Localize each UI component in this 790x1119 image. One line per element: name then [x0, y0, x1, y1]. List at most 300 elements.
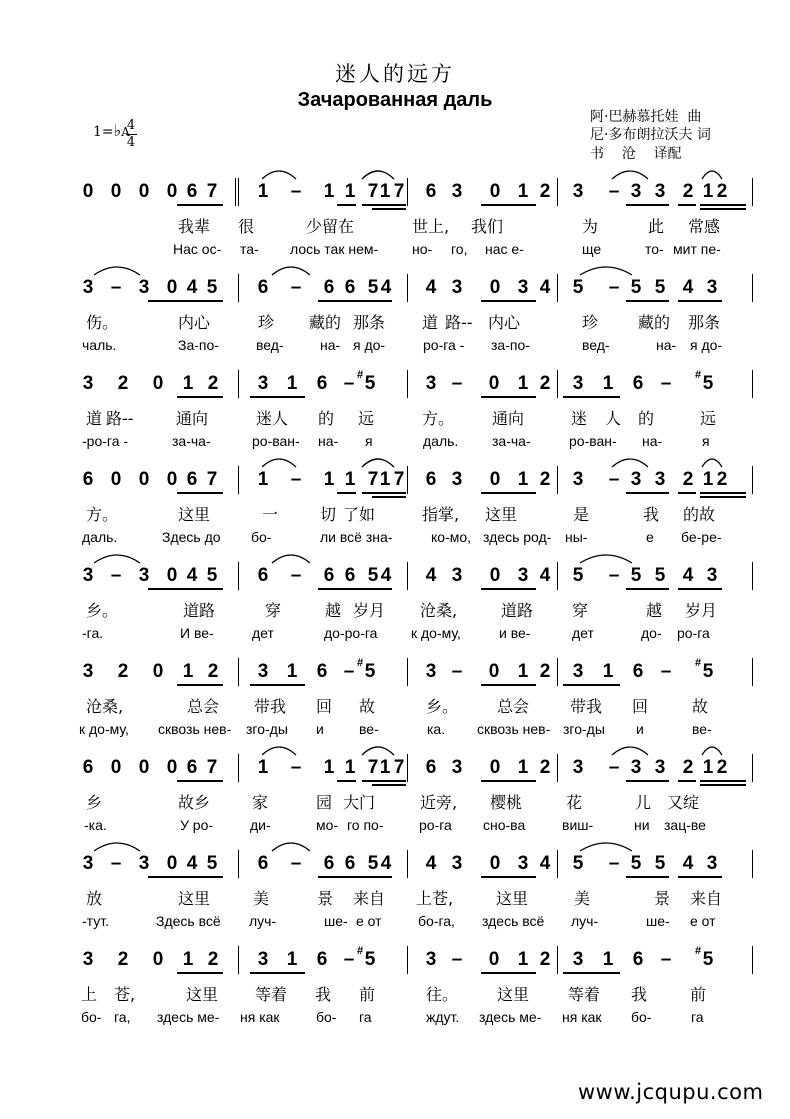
slur: [580, 843, 632, 851]
jianpu-note: 3: [82, 661, 94, 682]
jianpu-note: 0: [138, 181, 150, 202]
lyric-chinese: 通向: [176, 409, 209, 428]
lyric-russian: е от: [356, 913, 382, 929]
lyric-russian: луч-: [249, 913, 277, 929]
jianpu-note: –: [660, 373, 672, 394]
lyric-chinese: 景: [654, 889, 671, 908]
jianpu-note: –: [290, 277, 302, 298]
barline: [557, 370, 558, 398]
lyric-chinese: 等着: [568, 985, 601, 1004]
jianpu-note: 1: [517, 757, 529, 778]
lyric-chinese: 儿: [635, 793, 652, 812]
jianpu-note: –: [290, 565, 302, 586]
jianpu-note: 3: [451, 469, 463, 490]
jianpu-note: 5: [206, 565, 218, 586]
lyric-chinese: 那条: [353, 313, 386, 332]
beam-underline: [700, 780, 746, 782]
beam-underline: [626, 204, 669, 206]
lyric-russian: ли всё зна-: [320, 529, 393, 545]
jianpu-note: 2: [539, 757, 551, 778]
jianpu-note: –: [608, 277, 620, 298]
lyric-chinese: 前: [690, 985, 707, 1004]
lyric-chinese: 穿: [572, 601, 589, 620]
jianpu-note: 1: [323, 181, 335, 202]
slur: [612, 747, 648, 755]
barline: [238, 562, 239, 590]
jianpu-note: 6: [257, 565, 269, 586]
lyric-chinese: 故: [359, 697, 376, 716]
jianpu-note: –: [451, 661, 463, 682]
jianpu-note: 3: [425, 373, 437, 394]
beam-underline-double: [372, 208, 406, 210]
jianpu-note: 4: [539, 853, 551, 874]
jianpu-note: 1: [286, 373, 298, 394]
lyric-chinese: 我辈: [178, 217, 211, 236]
jianpu-note: 4: [539, 565, 551, 586]
lyric-chinese: 远: [700, 409, 717, 428]
jianpu-note: 2: [117, 373, 129, 394]
slur: [272, 267, 310, 275]
jianpu-note: 5: [572, 277, 584, 298]
lyric-russian: виш-: [562, 817, 594, 833]
lyric-russian: сквозь нев-: [477, 721, 551, 737]
jianpu-note: 3: [517, 277, 529, 298]
jianpu-note: 5 #: [698, 950, 718, 970]
slur: [612, 171, 648, 179]
beam-underline: [318, 588, 392, 590]
jianpu-note: 0: [166, 757, 178, 778]
jianpu-note: 6: [323, 565, 335, 586]
lyric-chinese: 珍: [582, 313, 599, 332]
lyric-russian: к до-му,: [411, 625, 461, 641]
barline: [752, 562, 753, 590]
slur: [702, 459, 722, 467]
jianpu-note: 1: [517, 949, 529, 970]
beam-underline: [148, 588, 223, 590]
jianpu-note: 7: [206, 757, 218, 778]
jianpu-note: 3: [630, 469, 642, 490]
jianpu-note: 3: [451, 565, 463, 586]
lyric-russian: но-: [412, 241, 433, 257]
beam-underline: [563, 396, 620, 398]
jianpu-note: –: [608, 853, 620, 874]
jianpu-note: 2: [682, 757, 694, 778]
jianpu-note: 0: [152, 949, 164, 970]
lyric-russian: га: [691, 1009, 704, 1025]
lyric-chinese: 前: [359, 985, 376, 1004]
jianpu-note: 0: [138, 469, 150, 490]
jianpu-note: 4: [682, 853, 694, 874]
beam-underline: [481, 396, 536, 398]
jianpu-note: 7: [367, 757, 379, 778]
lyric-russian: За-по-: [178, 337, 219, 353]
lyric-russian: даль.: [423, 433, 459, 449]
jianpu-note: 5: [654, 853, 666, 874]
jianpu-note: –: [660, 661, 672, 682]
jianpu-note: –: [290, 469, 302, 490]
barline: [238, 466, 239, 494]
lyric-russian: я: [702, 433, 710, 449]
jianpu-note: 1: [344, 181, 356, 202]
lyric-russian: ны-: [565, 529, 588, 545]
slur: [612, 459, 648, 467]
lyric-russian: и: [316, 721, 324, 737]
lyric-chinese: 这里: [178, 889, 211, 908]
lyric-russian: здесь род-: [483, 529, 552, 545]
jianpu-note: –: [110, 277, 122, 298]
jianpu-note: 1: [344, 469, 356, 490]
lyric-russian: здесь всё: [482, 913, 545, 929]
lyric-chinese: 上苍,: [416, 889, 454, 908]
lyric-russian: бо-: [631, 1009, 652, 1025]
jianpu-note: 0: [166, 469, 178, 490]
lyric-russian: чаль.: [82, 337, 117, 353]
barline: [238, 658, 239, 686]
jianpu-note: 6: [257, 277, 269, 298]
lyric-chinese: 内心: [488, 313, 521, 332]
barline: [407, 658, 408, 686]
lyric-russian: то-: [645, 241, 664, 257]
lyric-chinese: 岁月: [685, 601, 718, 620]
jianpu-note: 4: [380, 853, 392, 874]
jianpu-note: 6: [186, 181, 198, 202]
beam-underline: [250, 396, 305, 398]
jianpu-note: 3: [138, 565, 150, 586]
barline: [557, 946, 558, 974]
jianpu-note: 5 #: [360, 662, 380, 682]
barline: [407, 274, 408, 302]
lyric-chinese: 美: [253, 889, 270, 908]
lyric-chinese: 的故: [683, 505, 716, 524]
jianpu-note: 0: [110, 469, 122, 490]
beam-underline: [700, 204, 746, 206]
jianpu-note: 6: [632, 661, 644, 682]
barline: [752, 178, 753, 206]
lyric-chinese: 道路: [183, 601, 216, 620]
barline: [407, 370, 408, 398]
lyric-russian: бе-ре-: [681, 529, 722, 545]
beam-underline-double: [372, 784, 406, 786]
lyric-russian: лось так нем-: [290, 241, 379, 257]
jianpu-note: 3: [451, 853, 463, 874]
barline: [752, 466, 753, 494]
lyric-russian: вед-: [256, 337, 284, 353]
jianpu-note: 1: [702, 469, 714, 490]
jianpu-note: 4: [425, 277, 437, 298]
jianpu-note: 7: [206, 181, 218, 202]
jianpu-note: 0: [110, 181, 122, 202]
beam-underline: [678, 204, 696, 206]
beam-underline: [177, 972, 223, 974]
lyric-chinese: 近旁,: [420, 793, 458, 812]
jianpu-note: 6: [344, 565, 356, 586]
jianpu-note: 4: [186, 277, 198, 298]
beam-underline: [678, 780, 696, 782]
lyric-russian: ни: [634, 817, 650, 833]
lyric-russian: та-: [240, 241, 259, 257]
slur: [272, 843, 310, 851]
lyric-chinese: 乡。: [426, 697, 459, 716]
lyric-russian: ро-га: [677, 625, 710, 641]
jianpu-note: 6: [186, 469, 198, 490]
jianpu-note: 6: [257, 853, 269, 874]
jianpu-note: 5 #: [360, 950, 380, 970]
jianpu-note: 1: [286, 949, 298, 970]
jianpu-note: 1: [379, 181, 391, 202]
beam-underline: [337, 492, 356, 494]
slur: [362, 459, 394, 467]
jianpu-note: 6: [186, 757, 198, 778]
lyric-russian: бо-га,: [418, 913, 455, 929]
slur: [94, 843, 140, 851]
jianpu-note: –: [343, 949, 355, 970]
lyric-chinese: 我: [631, 985, 648, 1004]
jianpu-note: 1: [257, 469, 269, 490]
lyric-russian: -тут.: [82, 913, 109, 929]
beam-underline-double: [372, 496, 406, 498]
jianpu-note: 6: [316, 949, 328, 970]
jianpu-note: 1: [602, 661, 614, 682]
jianpu-note: 7: [393, 757, 405, 778]
jianpu-note: 5: [630, 853, 642, 874]
jianpu-note: 2: [539, 949, 551, 970]
jianpu-note: –: [290, 853, 302, 874]
jianpu-note: 2: [716, 469, 728, 490]
jianpu-note: 1: [602, 373, 614, 394]
lyric-russian: луч-: [571, 913, 599, 929]
lyric-chinese: 珍: [258, 313, 275, 332]
lyric-russian: и: [636, 721, 644, 737]
lyric-chinese: 往。: [426, 985, 459, 1004]
lyric-chinese: 这里: [485, 505, 518, 524]
lyric-russian: зго-ды: [246, 721, 288, 737]
jianpu-note: 1: [517, 469, 529, 490]
lyric-chinese: 方。: [86, 505, 119, 524]
jianpu-note: 5 #: [698, 662, 718, 682]
jianpu-note: 5: [630, 565, 642, 586]
jianpu-note: 5: [367, 853, 379, 874]
lyric-russian: я до-: [690, 337, 723, 353]
lyric-russian: мит пе-: [673, 241, 721, 257]
lyric-chinese: 沧桑,: [420, 601, 458, 620]
jianpu-note: 1: [517, 661, 529, 682]
jianpu-note: 3: [82, 373, 94, 394]
lyric-chinese: 我们: [471, 217, 504, 236]
beam-underline: [481, 876, 536, 878]
lyric-chinese: 放: [86, 889, 103, 908]
lyric-chinese: 这里: [497, 985, 530, 1004]
beam-underline: [626, 588, 669, 590]
jianpu-note: 0: [152, 373, 164, 394]
key-label: 1=: [93, 124, 114, 140]
jianpu-note: 1: [257, 757, 269, 778]
barline: [238, 178, 239, 206]
lyric-russian: на-: [642, 433, 663, 449]
jianpu-note: –: [608, 757, 620, 778]
beam-underline-double: [700, 784, 746, 786]
lyric-chinese: 景: [317, 889, 334, 908]
beam-underline: [318, 300, 392, 302]
jianpu-note: 3: [654, 757, 666, 778]
jianpu-note: 0: [166, 277, 178, 298]
barline: [557, 562, 558, 590]
lyric-chinese: 总会: [497, 697, 530, 716]
jianpu-note: 2: [117, 949, 129, 970]
jianpu-note: 3: [572, 373, 584, 394]
lyric-russian: здесь ме-: [479, 1009, 542, 1025]
lyric-russian: дет: [252, 625, 274, 641]
lyric-chinese: 道: [422, 313, 439, 332]
jianpu-note: 3: [630, 757, 642, 778]
lyric-chinese: 那条: [688, 313, 721, 332]
jianpu-note: 0: [488, 949, 500, 970]
jianpu-note: –: [110, 565, 122, 586]
lyric-russian: за-ча-: [492, 433, 531, 449]
beam-underline: [626, 876, 669, 878]
lyric-russian: И ве-: [180, 625, 214, 641]
lyric-russian: У ро-: [180, 817, 214, 833]
jianpu-note: 3: [706, 277, 718, 298]
lyric-chinese: 我: [315, 985, 332, 1004]
lyric-chinese: 穿: [265, 601, 282, 620]
jianpu-note: 6: [425, 181, 437, 202]
barline: [407, 562, 408, 590]
lyric-russian: здесь ме-: [157, 1009, 220, 1025]
barline: [557, 466, 558, 494]
lyric-chinese: 樱桃: [490, 793, 523, 812]
lyric-russian: Здесь до: [162, 529, 221, 545]
jianpu-note: 5 #: [698, 374, 718, 394]
jianpu-note: 3: [572, 181, 584, 202]
barline: [407, 754, 408, 782]
jianpu-note: 5: [572, 853, 584, 874]
jianpu-note: 2: [682, 469, 694, 490]
jianpu-note: 3: [630, 181, 642, 202]
barline: [238, 946, 239, 974]
jianpu-note: 7: [367, 181, 379, 202]
jianpu-note: 4: [425, 565, 437, 586]
beam-underline: [563, 972, 620, 974]
jianpu-note: 0: [152, 661, 164, 682]
jianpu-note: 1: [517, 373, 529, 394]
jianpu-note: 6: [82, 757, 94, 778]
lyric-chinese: 回: [632, 697, 649, 716]
lyric-chinese: 我: [643, 505, 660, 524]
barline: [557, 850, 558, 878]
lyric-chinese: 藏的: [309, 313, 342, 332]
jianpu-note: 4: [425, 853, 437, 874]
lyric-chinese: 这里: [178, 505, 211, 524]
beam-underline: [148, 876, 223, 878]
beam-underline: [481, 492, 536, 494]
lyric-russian: сно-ва: [483, 817, 526, 833]
lyric-russian: е от: [690, 913, 716, 929]
jianpu-note: 5: [367, 565, 379, 586]
jianpu-note: 1: [702, 757, 714, 778]
lyric-chinese: 又绽: [667, 793, 700, 812]
lyric-chinese: 的: [318, 409, 335, 428]
jianpu-note: 5: [367, 277, 379, 298]
beam-underline: [678, 876, 722, 878]
beam-underline: [177, 396, 223, 398]
barline: [407, 850, 408, 878]
lyric-chinese: 带我: [570, 697, 603, 716]
barline: [557, 178, 558, 206]
lyric-chinese: 指掌,: [422, 505, 460, 524]
barline: [557, 658, 558, 686]
jianpu-note: 3: [257, 949, 269, 970]
lyric-russian: на-: [656, 337, 677, 353]
lyric-chinese: 方。: [422, 409, 455, 428]
lyric-chinese: 回: [316, 697, 333, 716]
jianpu-note: 3: [425, 949, 437, 970]
jianpu-note: –: [660, 949, 672, 970]
jianpu-note: 3: [82, 949, 94, 970]
barline: [238, 850, 239, 878]
jianpu-note: 0: [489, 565, 501, 586]
lyric-russian: га,: [114, 1009, 131, 1025]
lyric-russian: ро-ван-: [252, 433, 300, 449]
jianpu-note: 1: [344, 757, 356, 778]
time-signature-top: 4: [126, 118, 136, 133]
lyric-chinese: 来自: [690, 889, 723, 908]
key-note: A: [121, 125, 130, 139]
lyric-chinese: 伤。: [86, 313, 119, 332]
jianpu-note: 1: [602, 949, 614, 970]
beam-underline: [318, 876, 392, 878]
jianpu-note: –: [451, 949, 463, 970]
lyric-chinese: 迷: [571, 409, 588, 428]
beam-underline: [362, 204, 406, 206]
time-signature: [125, 118, 137, 151]
lyric-russian: ко-мо,: [431, 529, 472, 545]
jianpu-note: –: [608, 565, 620, 586]
sharp-icon: #: [695, 369, 702, 381]
jianpu-note: 5: [206, 853, 218, 874]
lyric-chinese: 路--: [445, 313, 473, 332]
beam-underline: [362, 780, 406, 782]
lyric-chinese: 总会: [187, 697, 220, 716]
jianpu-note: 1: [182, 949, 194, 970]
jianpu-note: 4: [682, 277, 694, 298]
beam-underline: [177, 684, 223, 686]
beam-underline: [563, 684, 620, 686]
slur: [362, 747, 394, 755]
jianpu-note: 3: [654, 469, 666, 490]
translator-credit: 书 沧 译配: [590, 146, 682, 162]
beam-underline: [481, 204, 536, 206]
jianpu-note: 3: [138, 853, 150, 874]
barline: [752, 658, 753, 686]
lyric-chinese: 乡: [86, 793, 103, 812]
lyric-russian: е: [646, 529, 654, 545]
jianpu-note: 3: [82, 853, 94, 874]
jianpu-note: 5: [630, 277, 642, 298]
barline: [407, 946, 408, 974]
lyric-chinese: 一: [262, 505, 279, 524]
lyric-russian: дет: [572, 625, 594, 641]
lyric-chinese: 少留在: [306, 217, 355, 236]
jianpu-note: 4: [186, 853, 198, 874]
lyric-chinese: 带我: [254, 697, 287, 716]
lyric-chinese: 切: [320, 505, 337, 524]
time-signature-bottom: 4: [126, 135, 136, 150]
jianpu-note: 6: [344, 277, 356, 298]
jianpu-note: 7: [393, 181, 405, 202]
lyric-chinese: 上: [81, 985, 98, 1004]
lyric-chinese: 乡。: [86, 601, 119, 620]
barline: [407, 178, 408, 206]
